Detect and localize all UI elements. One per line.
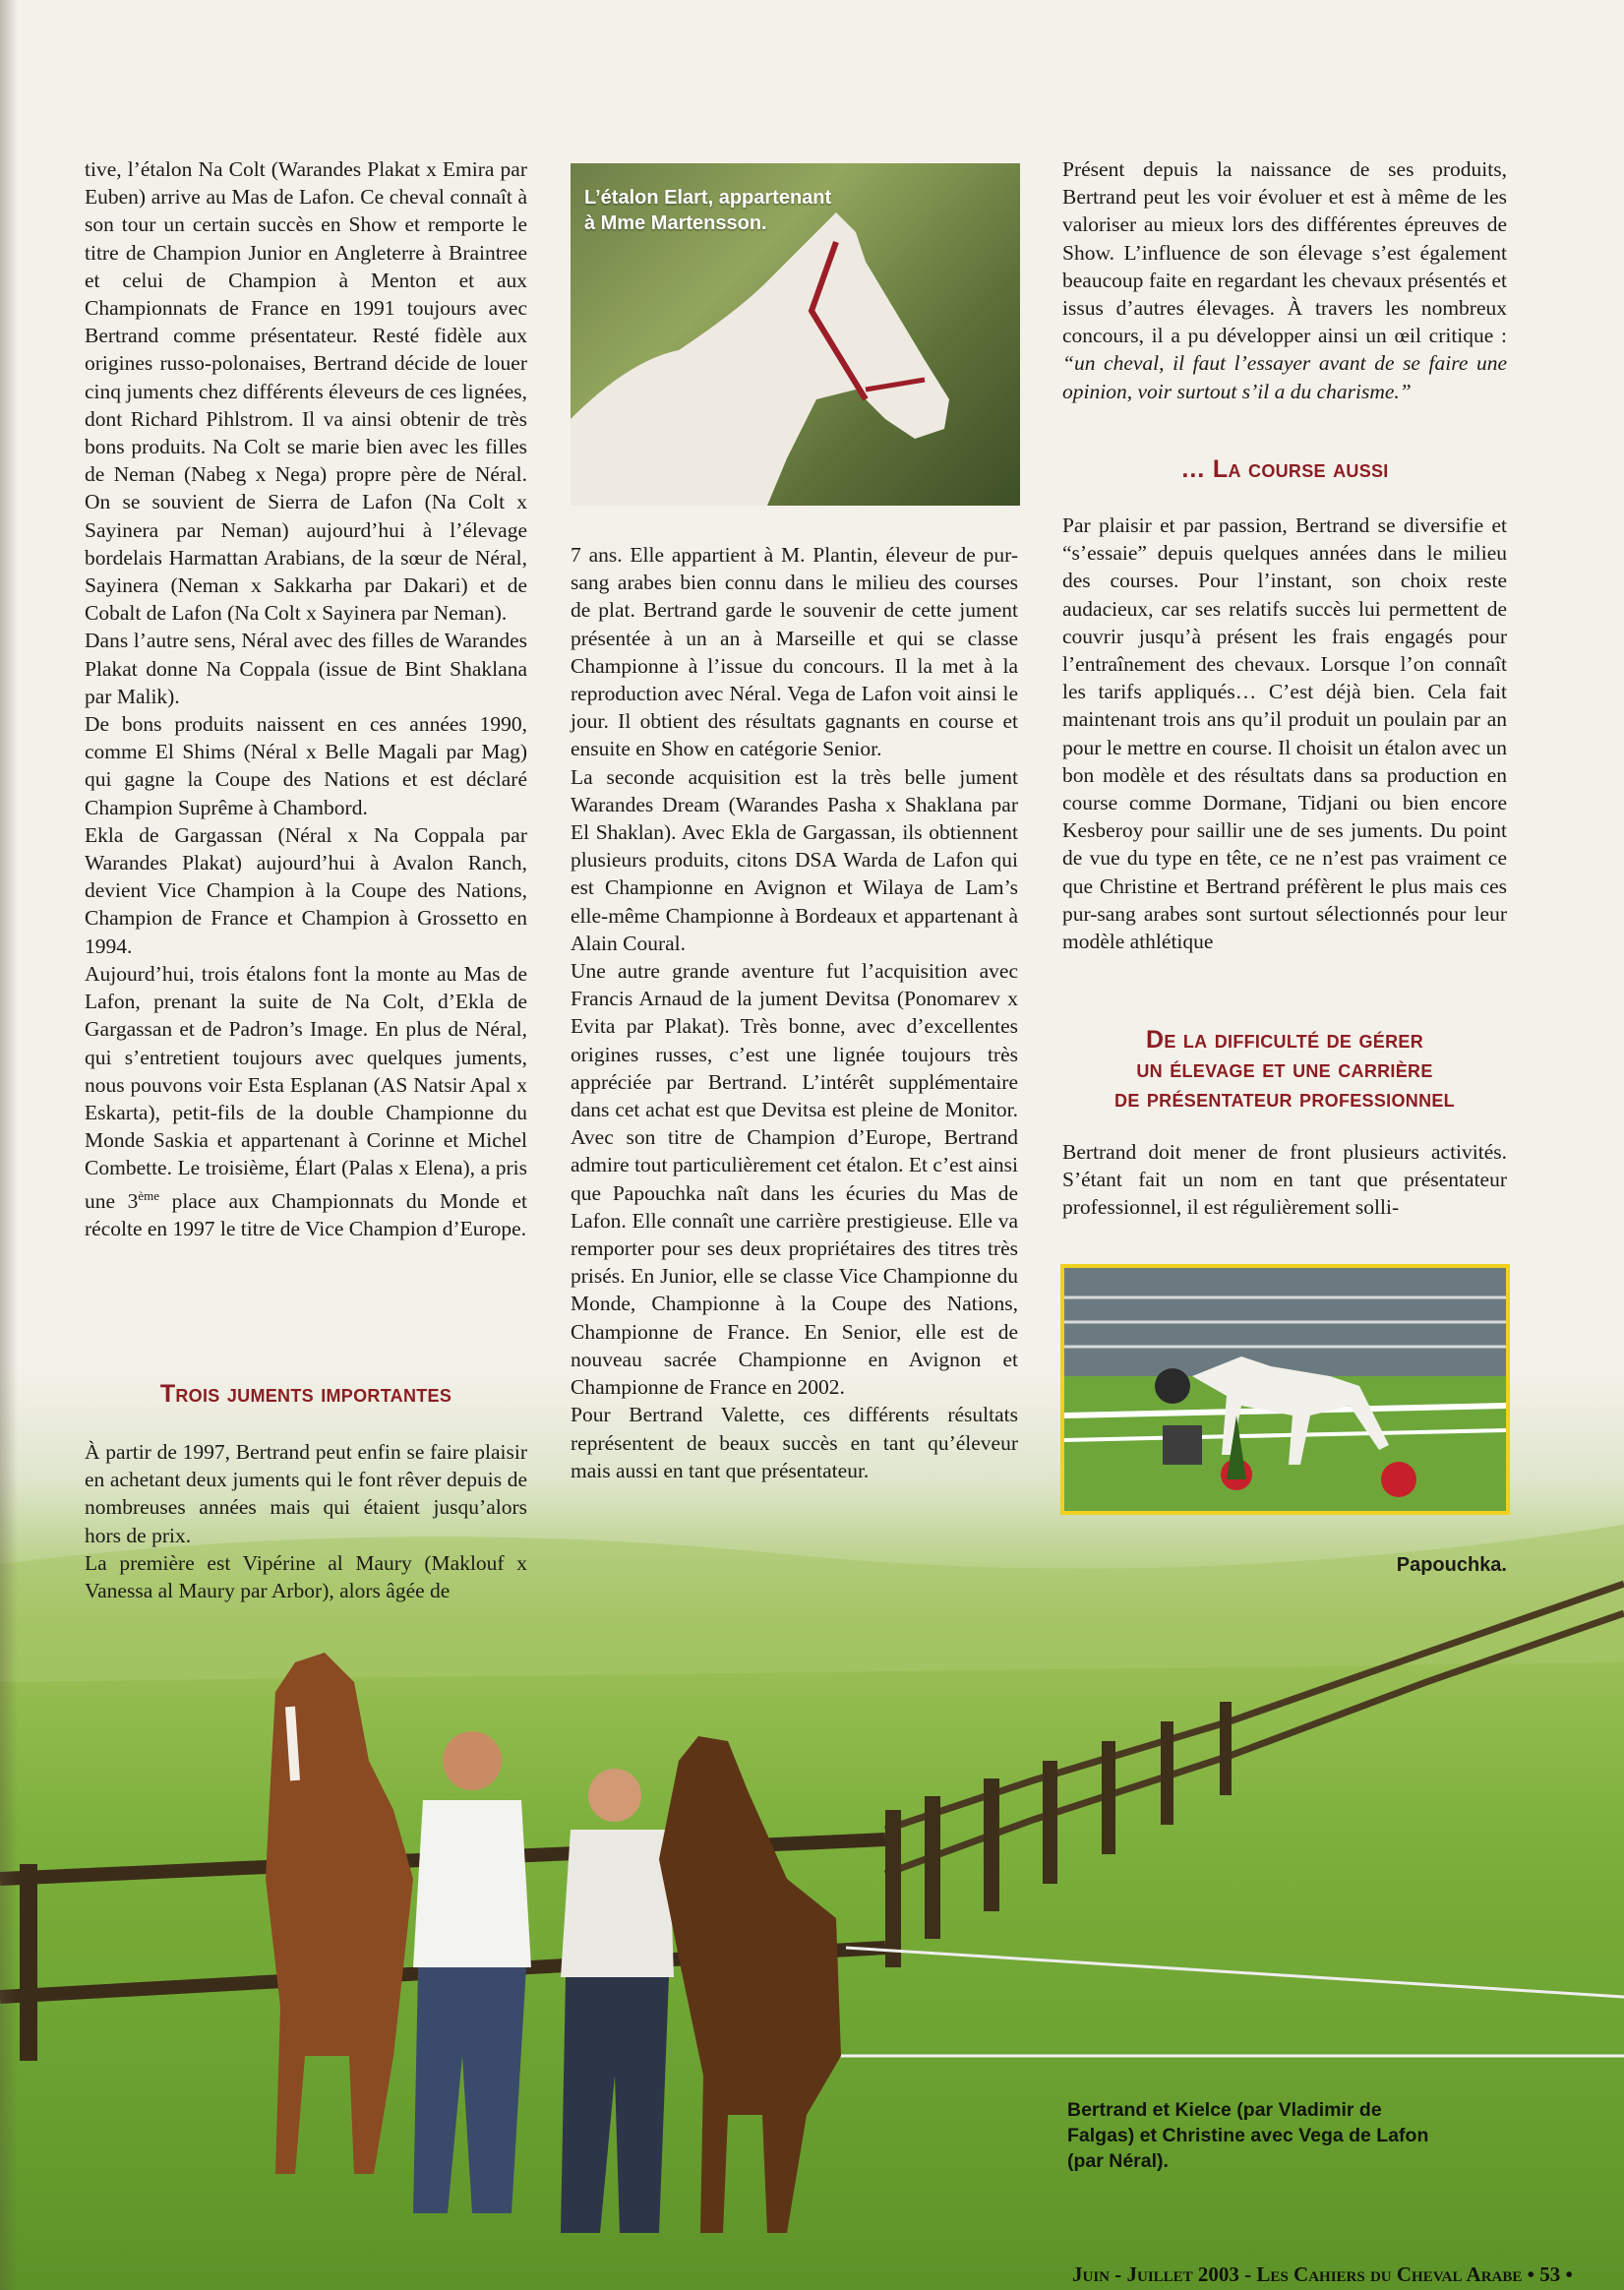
subheading-line: De la difficulté de gérer bbox=[1145, 1026, 1423, 1054]
page-footer: Juin - Juillet 2003 - Les Cahiers du Cheval Arabe • 53 • bbox=[1072, 2262, 1573, 2286]
paragraph: Bertrand doit mener de front plusieurs activités. S’étant fait un nom en tant que présentateur professionnel, il est régulièrement solli- bbox=[1062, 1140, 1507, 1220]
quote: “un cheval, il faut l’essayer avant de se faire une opinion, voir surtout s’il a du charisme.” bbox=[1062, 351, 1507, 403]
caption-line: à Mme Martensson. bbox=[584, 212, 767, 234]
paragraph-text: place aux Championnats du Monde et récolte en 1997 le titre de Vice Champion d’Europe. bbox=[85, 1188, 527, 1240]
paragraph: À partir de 1997, Bertrand peut enfin se faire plaisir en achetant deux juments qui le font rêver depuis de nombreuses années mais qui étaient jusqu’alors hors de prix. bbox=[85, 1440, 527, 1547]
paragraph: tive, l’étalon Na Colt (Warandes Plakat x Emira par Euben) arrive au Mas de Lafon. Ce cheval connaît à son tour un certain succès en Show et remporte le titre de Champion Junior en Angleterre à Braintree et celui de Champion à Menton et aux Championnats de France en 1991 toujours avec Bertrand comme présentateur. Resté fidèle aux origines russo-polonaises, Bertrand décide de louer cinq juments chez différents éleveurs de ces lignées, dont Richard Pihlstrom. Il va ainsi obtenir de très bons produits. Na Colt se marie bien avec les filles de Neman (Nabeg x Nega) propre père de Néral. On se souvient de Sierra de Lafon (Na Colt x Sayinera par Neman) aujourd’hui à l’élevage bordelais Harmattan Arabians, de la sœur de Néral, Sayinera (Neman x Sakkarha par Dakari) et de Cobalt de Lafon (Na Colt x Sayinera par Neman). bbox=[85, 157, 527, 626]
text-column-1-lower bbox=[85, 1438, 527, 1604]
text-column-3 bbox=[1062, 155, 1507, 405]
paragraph: Une autre grande aventure fut l’acquisition avec Francis Arnaud de la jument Devitsa (Ponomarev x Evita par Plakat). Très bonne, avec d’excellentes origines russes, c’est une lignée toujours très appréciée par Bertrand. L’intérêt supplémentaire dans cet achat est que Devitsa est pleine de Monitor. Avec son titre de Champion d’Europe, Bertrand admire tout particulièrement cet étalon. Et c’est ainsi que Papouchka naît dans les écuries du Mas de Lafon. Elle connaît une carrière prestigieuse. Elle va remporter pour ses deux propriétaires des titres très prisés. En Junior, elle se classe Vice Championne du Monde, Championne à la Coupe des Nations, Championne de France. En Senior, elle est de nouveau sacrée Championne en Avignon et Championne de France en 2002. bbox=[571, 959, 1018, 1400]
caption-line: (par Néral). bbox=[1067, 2150, 1169, 2172]
paragraph: Dans l’autre sens, Néral avec des filles de Warandes Plakat donne Na Coppala (issue de Bint Shaklana par Malik). bbox=[85, 629, 527, 708]
page-edge-shadow bbox=[0, 0, 18, 2290]
caption-line: Bertrand et Kielce (par Vladimir de bbox=[1067, 2099, 1382, 2121]
subheading-line: un élevage et une carrière bbox=[1136, 1055, 1433, 1083]
caption-line: Falgas) et Christine avec Vega de Lafon bbox=[1067, 2125, 1429, 2146]
subheading-difficulte bbox=[1062, 1025, 1507, 1114]
paragraph: Pour Bertrand Valette, ces différents résultats représentent de beaux succès en tant qu’éleveur mais aussi en tant que présentateur. bbox=[571, 1403, 1018, 1482]
paragraph: Par plaisir et par passion, Bertrand se diversifie et “s’essaie” depuis quelques années dans le milieu des courses. Pour l’instant, son choix reste audacieux, car ses relatifs succès lui permettent de couvrir jusqu’à présent les frais engagés pour l’entraînement des chevaux. Lorsque l’on connaît les tarifs appliqués… C’est déjà bien. Cela fait maintenant trois ans qu’il produit un poulain par an pour le mettre en course. Il choisit un étalon avec un bon modèle et des résultats dans sa production en course comme Dormane, Tidjani ou bien encore Kesberoy pour saillir une de ses juments. Du point de vue du type en tête, ce ne n’est pas vraiment ce que Christine et Bertrand préfèrent le plus mais ces pur-sang arabes sont surtout sélectionnés pour leur modèle athlétique bbox=[1062, 513, 1507, 954]
paragraph: Ekla de Gargassan (Néral x Na Coppala par Warandes Plakat) aujourd’hui à Avalon Ranch, devient Vice Champion à la Coupe des Nations, Champion de France et Champion à Grossetto en 1994. bbox=[85, 822, 527, 958]
photo-caption-bertrand-christine bbox=[1067, 2097, 1500, 2174]
paragraph: De bons produits naissent en ces années 1990, comme El Shims (Néral x Belle Magali par Mag) qui gagne la Coupe des Nations et est déclaré Champion Suprême à Chambord. bbox=[85, 712, 527, 819]
subheading-trois-juments: Trois juments importantes bbox=[159, 1380, 452, 1408]
show-ring-illustration bbox=[1064, 1268, 1506, 1511]
photo-caption-elart bbox=[584, 185, 831, 236]
paragraph: La seconde acquisition est la très belle jument Warandes Dream (Warandes Pasha x Shaklana par El Shaklan). Avec Ekla de Gargassan, ils obtiennent plusieurs produits, citons DSA Warda de Lafon qui est Championne en Avignon et Wilaya de Lam’s elle-même Championne à Bordeaux et appartenant à Alain Coural. bbox=[571, 764, 1018, 955]
paragraph-text: Présent depuis la naissance de ses produits, Bertrand peut les voir évoluer et est à même de les valoriser au mieux lors des différentes épreuves de Show. L’influence de son élevage s’est également beaucoup faite en regardant les chevaux présentés et issus d’autres élevages. À travers les nombreux concours, il a pu développer ainsi un œil critique : bbox=[1062, 157, 1507, 348]
photo-elart-stallion bbox=[571, 163, 1020, 506]
paragraph: 7 ans. Elle appartient à M. Plantin, éleveur de pur-sang arabes bien connu dans le milieu des courses de plat. Bertrand garde le souvenir de cette jument présentée à un an à Marseille et qui se classe Championne à l’issue du concours. Il la met à la reproduction avec Néral. Vega de Lafon voit ainsi le jour. Il obtient des résultats gagnants en course et ensuite en Show en catégorie Senior. bbox=[571, 543, 1018, 761]
paragraph-text: Aujourd’hui, trois étalons font la monte au Mas de Lafon, prenant la suite de Na Colt, d’Ekla de Gargassan et de Padron’s Image. En plus de Néral, qui s’entretient toujours avec quelques juments, nous pouvons voir Esta Esplanan (AS Natsir Apal x Eskarta), petit-fils de la double Championne du Monde Saskia et appartenant à Corinne et Michel Combette. Le troisième, Élart (Palas x Elena), a pris une 3 bbox=[85, 961, 527, 1213]
text-column-3-mid bbox=[1062, 512, 1507, 955]
text-column-2 bbox=[571, 541, 1018, 1484]
caption-line: L’étalon Elart, appartenant bbox=[584, 187, 832, 209]
paragraph bbox=[85, 960, 527, 1242]
subheading-line: de présentateur professionnel bbox=[1114, 1085, 1455, 1113]
subheading-la-course-aussi: … La course aussi bbox=[1180, 455, 1389, 483]
text-column-3-lower bbox=[1062, 1138, 1507, 1222]
photo-papouchka bbox=[1060, 1264, 1510, 1515]
photo-caption-papouchka: Papouchka. bbox=[1396, 1554, 1507, 1576]
paragraph bbox=[1062, 155, 1507, 405]
paragraph: La première est Vipérine al Maury (Maklouf x Vanessa al Maury par Arbor), alors âgée de bbox=[85, 1550, 527, 1603]
text-column-1 bbox=[85, 155, 527, 1242]
superscript: ème bbox=[138, 1187, 160, 1203]
